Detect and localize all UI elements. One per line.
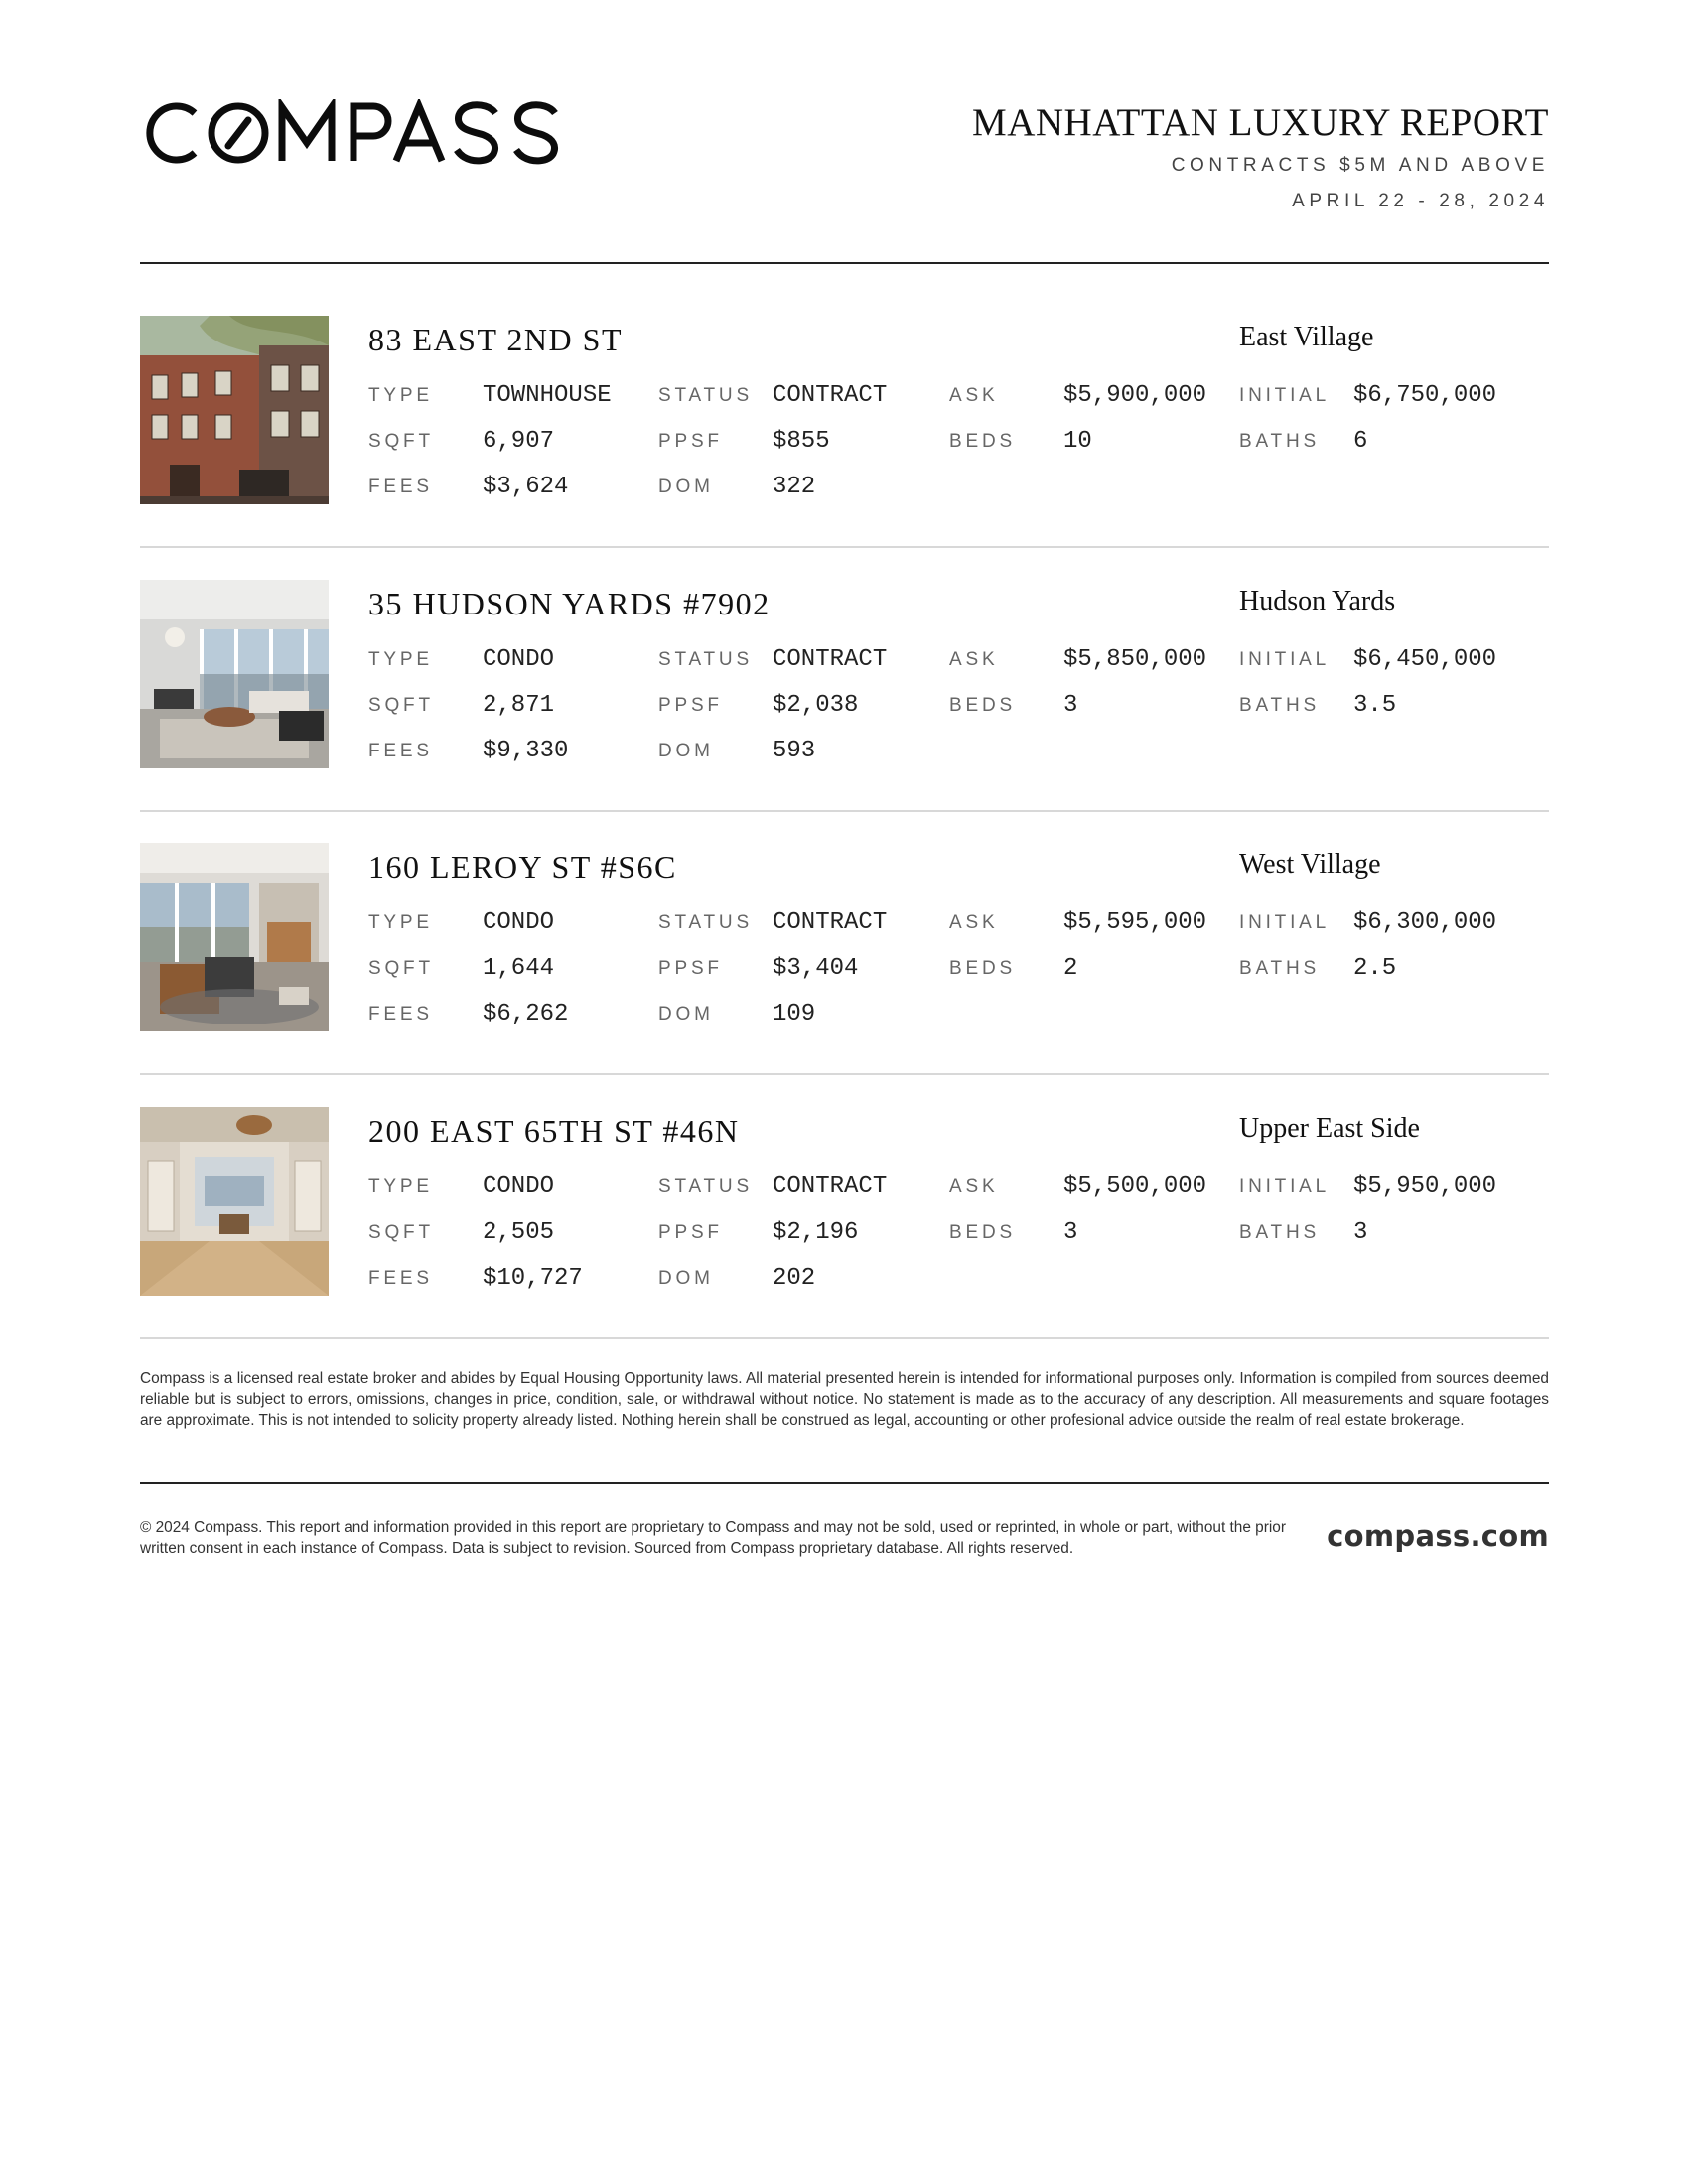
- report-header: [140, 0, 1549, 266]
- fees-label: FEES: [368, 1268, 433, 1289]
- type-value: CONDO: [483, 1173, 555, 1200]
- status-label: STATUS: [658, 649, 753, 670]
- fees-label: FEES: [368, 1004, 433, 1024]
- fees-value: $3,624: [483, 474, 569, 500]
- type-label: TYPE: [368, 385, 433, 406]
- type-label: TYPE: [368, 649, 433, 670]
- ppsf-value: $2,196: [773, 1219, 859, 1246]
- dom-label: DOM: [658, 1004, 714, 1024]
- dom-label: DOM: [658, 1268, 714, 1289]
- type-label: TYPE: [368, 1176, 433, 1197]
- beds-label: BEDS: [949, 695, 1016, 716]
- report-subtitle: CONTRACTS $5M AND ABOVE: [1171, 155, 1549, 176]
- listing-card: [140, 1107, 1549, 1370]
- listing-neighborhood: East Village: [1239, 322, 1374, 352]
- baths-value: 2.5: [1353, 955, 1397, 982]
- sqft-label: SQFT: [368, 1222, 434, 1243]
- townhouse-facade-photo: [140, 316, 329, 504]
- listing-neighborhood: West Village: [1239, 849, 1381, 880]
- beds-label: BEDS: [949, 431, 1016, 452]
- report-title: MANHATTAN LUXURY REPORT: [972, 101, 1549, 144]
- dom-value: 109: [773, 1001, 816, 1027]
- listing-divider: [140, 1073, 1549, 1075]
- ppsf-label: PPSF: [658, 695, 723, 716]
- baths-value: 3.5: [1353, 692, 1397, 719]
- ask-value: $5,500,000: [1063, 1173, 1207, 1200]
- listing-divider: [140, 546, 1549, 548]
- ppsf-value: $855: [773, 428, 830, 455]
- foyer-interior-photo: [140, 1107, 329, 1296]
- initial-label: INITIAL: [1239, 912, 1331, 933]
- ppsf-value: $2,038: [773, 692, 859, 719]
- listing-card: [140, 316, 1549, 579]
- beds-value: 3: [1063, 692, 1078, 719]
- listing-address: 35 HUDSON YARDS #7902: [368, 586, 771, 621]
- fees-value: $9,330: [483, 738, 569, 764]
- ppsf-value: $3,404: [773, 955, 859, 982]
- baths-label: BATHS: [1239, 1222, 1320, 1243]
- baths-value: 3: [1353, 1219, 1368, 1246]
- initial-label: INITIAL: [1239, 649, 1331, 670]
- listing-card: [140, 580, 1549, 843]
- beds-value: 3: [1063, 1219, 1078, 1246]
- dom-value: 322: [773, 474, 816, 500]
- dom-label: DOM: [658, 741, 714, 761]
- fees-value: $10,727: [483, 1265, 583, 1292]
- living-room-photo: [140, 843, 329, 1031]
- type-value: CONDO: [483, 909, 555, 936]
- fees-label: FEES: [368, 477, 433, 497]
- ask-label: ASK: [949, 1176, 999, 1197]
- listing-address: 160 LEROY ST #S6C: [368, 849, 677, 885]
- dom-label: DOM: [658, 477, 714, 497]
- sqft-value: 2,505: [483, 1219, 555, 1246]
- ask-value: $5,900,000: [1063, 382, 1207, 409]
- baths-value: 6: [1353, 428, 1368, 455]
- listing-card: [140, 843, 1549, 1106]
- compass-logo: [143, 99, 570, 167]
- listing-divider: [140, 1337, 1549, 1339]
- initial-value: $6,450,000: [1353, 646, 1497, 673]
- sqft-label: SQFT: [368, 958, 434, 979]
- beds-value: 10: [1063, 428, 1092, 455]
- initial-value: $6,750,000: [1353, 382, 1497, 409]
- website-link[interactable]: compass.com: [1327, 1519, 1549, 1553]
- type-value: CONDO: [483, 646, 555, 673]
- status-value: CONTRACT: [773, 909, 888, 936]
- copyright-notice: © 2024 Compass. This report and information provided in this report are proprietary to Compass and may not be sold, used or reprinted, in whole or part, without the prior written consent in each instance of Compass. Data is subject to revision. Sourced from Compass proprietary database. All rights reserved.: [140, 1519, 1286, 1557]
- ask-value: $5,595,000: [1063, 909, 1207, 936]
- status-label: STATUS: [658, 1176, 753, 1197]
- status-label: STATUS: [658, 912, 753, 933]
- type-value: TOWNHOUSE: [483, 382, 612, 409]
- type-label: TYPE: [368, 912, 433, 933]
- sqft-label: SQFT: [368, 431, 434, 452]
- fees-label: FEES: [368, 741, 433, 761]
- sqft-label: SQFT: [368, 695, 434, 716]
- listing-neighborhood: Upper East Side: [1239, 1113, 1420, 1144]
- baths-label: BATHS: [1239, 695, 1320, 716]
- status-value: CONTRACT: [773, 382, 888, 409]
- initial-value: $6,300,000: [1353, 909, 1497, 936]
- ask-value: $5,850,000: [1063, 646, 1207, 673]
- listing-address: 200 EAST 65TH ST #46N: [368, 1113, 740, 1149]
- sqft-value: 1,644: [483, 955, 555, 982]
- initial-label: INITIAL: [1239, 1176, 1331, 1197]
- status-value: CONTRACT: [773, 646, 888, 673]
- fees-value: $6,262: [483, 1001, 569, 1027]
- listing-neighborhood: Hudson Yards: [1239, 586, 1396, 616]
- legal-disclaimer: Compass is a licensed real estate broker and abides by Equal Housing Opportunity laws. All material presented herein is intended for informational purposes only. Information is compiled from sources deemed reliable but is subject to errors, omissions, changes in price, condition, sale, or withdrawal without notice. No statement is made as to the accuracy of any description. All measurements and square footages are approximate. This is not intended to solicity property already listed. Nothing herein shall be construed as legal, accounting or other profesional advice outside the realm of real estate brokerage.: [140, 1370, 1549, 1429]
- compass-logo-wordmark: [143, 99, 570, 167]
- ppsf-label: PPSF: [658, 958, 723, 979]
- dom-value: 593: [773, 738, 816, 764]
- baths-label: BATHS: [1239, 958, 1320, 979]
- baths-label: BATHS: [1239, 431, 1320, 452]
- report-date-range: APRIL 22 - 28, 2024: [1292, 191, 1549, 211]
- sqft-value: 2,871: [483, 692, 555, 719]
- ask-label: ASK: [949, 385, 999, 406]
- ask-label: ASK: [949, 649, 999, 670]
- sqft-value: 6,907: [483, 428, 555, 455]
- ppsf-label: PPSF: [658, 1222, 723, 1243]
- initial-label: INITIAL: [1239, 385, 1331, 406]
- beds-label: BEDS: [949, 958, 1016, 979]
- footer-divider: [140, 1482, 1549, 1484]
- ppsf-label: PPSF: [658, 431, 723, 452]
- living-room-photo: [140, 580, 329, 768]
- dom-value: 202: [773, 1265, 816, 1292]
- listing-address: 83 EAST 2ND ST: [368, 322, 623, 357]
- status-label: STATUS: [658, 385, 753, 406]
- ask-label: ASK: [949, 912, 999, 933]
- status-value: CONTRACT: [773, 1173, 888, 1200]
- beds-value: 2: [1063, 955, 1078, 982]
- listing-divider: [140, 810, 1549, 812]
- header-divider: [140, 262, 1549, 264]
- initial-value: $5,950,000: [1353, 1173, 1497, 1200]
- beds-label: BEDS: [949, 1222, 1016, 1243]
